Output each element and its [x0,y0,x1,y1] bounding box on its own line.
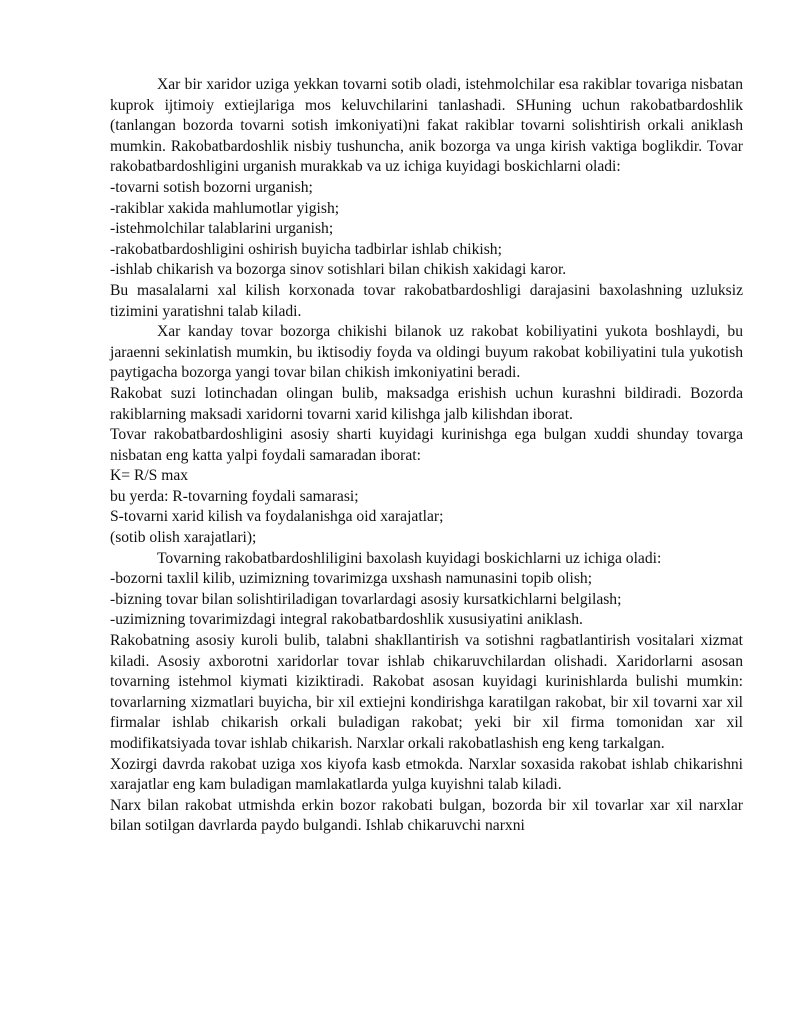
formula-legend-line: (sotib olish xarajatlari); [110,529,257,547]
list-item: -rakobatbardoshligini oshirish buyicha tadbirlar ishlab chikish; [110,240,502,258]
list-item: -istehmolchilar talablarini urganish; [110,220,334,238]
list-item: -uzimizning tovarimizdagi integral rakobatbardoshlik xususiyatini aniklash. [110,611,583,629]
document-page [110,75,743,837]
formula-legend-line: bu yerda: R-tovarning foydali samarasi; [110,487,359,505]
formula-legend-line: S-tovarni xarid kilish va foydalanishga oid xarajatlar; [110,508,444,526]
paragraph: Tovar rakobatbardoshligini asosiy sharti kuyidagi kurinishga ega bulgan xuddi shunday tovarga nisbatan eng katta yalpi foydali samaradan iborat: [110,426,743,464]
paragraph: Rakobat suzi lotinchadan olingan bulib, maksadga erishish uchun kurashni bildiradi. Bozorda rakiblarning maksadi xaridorni tovarni xarid kilishga jalb kilishdan iborat. [110,384,743,423]
paragraph: Tovarning rakobatbardoshliligini baxolash kuyidagi boskichlarni uz ichiga oladi: [157,549,662,567]
paragraph: Xozirgi davrda rakobat uziga xos kiyofa kasb etmokda. Narxlar soxasida rakobat ishlab chikarishni xarajatlar eng kam buladigan mamlakatlarda yulga kuyishni talab kiladi. [110,755,743,794]
paragraph: Rakobatning asosiy kuroli bulib, talabni shakllantirish va sotishni ragbatlantirish vositalari xizmat kiladi. Asosiy axborotni xaridorlar tovar ishlab chikaruvchilardan olishadi. Xaridorlarni asosan tovarning istehmol kiymati kiziktiradi. Rakobat asosan kuyidagi kurinishlarda bulishi mumkin: tovarlarning xizmatlari buyicha, bir xil extiejni kondirishga karatilgan rakobat, bir xil tovarni xar xil firmalar ishlab chikarish orkali buladigan rakobat; yeki bir xil firma tomonidan xar xil modifikatsiyada tovar ishlab chikarish. Narxlar orkali rakobatlashish eng keng tarkalgan. [110,632,743,752]
paragraph: Narx bilan rakobat utmishda erkin bozor rakobati bulgan, bozorda bir xil tovarlar xar xil narxlar bilan sotilgan davrlarda paydo bulgandi. Ishlab chikaruvchi narxni [110,796,743,835]
list-item: -bizning tovar bilan solishtiriladigan tovarlardagi asosiy kursatkichlarni belgilash; [110,590,622,608]
paragraph: Bu masalalarni xal kilish korxonada tovar rakobatbardoshligi darajasini baxolashning uzluksiz tizimini yaratishni talab kiladi. [110,281,743,320]
paragraph: Xar bir xaridor uziga yekkan tovarni sotib oladi, istehmolchilar esa rakiblar tovariga nisbatan kuprok ijtimoiy extiejlariga mos keluvchilarini tanlashadi. SHuning uchun rakobatbardoshlik (tanlangan bozorda tovarni sotish imkoniyati)ni fakat rakiblar tovarni solishtirish orkali aniklash mumkin. Rakobatbardoshlik nisbiy tushuncha, anik bozorga va unga kirish vaktiga boglikdir. Tovar rakobatbardoshligini urganish murakkab va uz ichiga kuyidagi boskichlarni oladi: [110,76,743,176]
paragraph: Xar kanday tovar bozorga chikishi bilanok uz rakobat kobiliyatini yukota boshlaydi, bu jaraenni sekinlatish mumkin, bu iktisodiy foyda va oldingi buyum rakobat kobiliyatini tula yukotish paytigacha bozorga yangi tovar bilan chikish imkoniyatini beradi. [110,323,743,382]
list-item: -bozorni taxlil kilib, uzimizning tovarimizga uxshash namunasini topib olish; [110,570,593,588]
formula-line: K= R/S max [110,467,189,485]
list-item: -tovarni sotish bozorni urganish; [110,178,313,196]
list-item: -rakiblar xakida mahlumotlar yigish; [110,199,340,217]
list-item: -ishlab chikarish va bozorga sinov sotishlari bilan chikish xakidagi karor. [110,261,567,279]
